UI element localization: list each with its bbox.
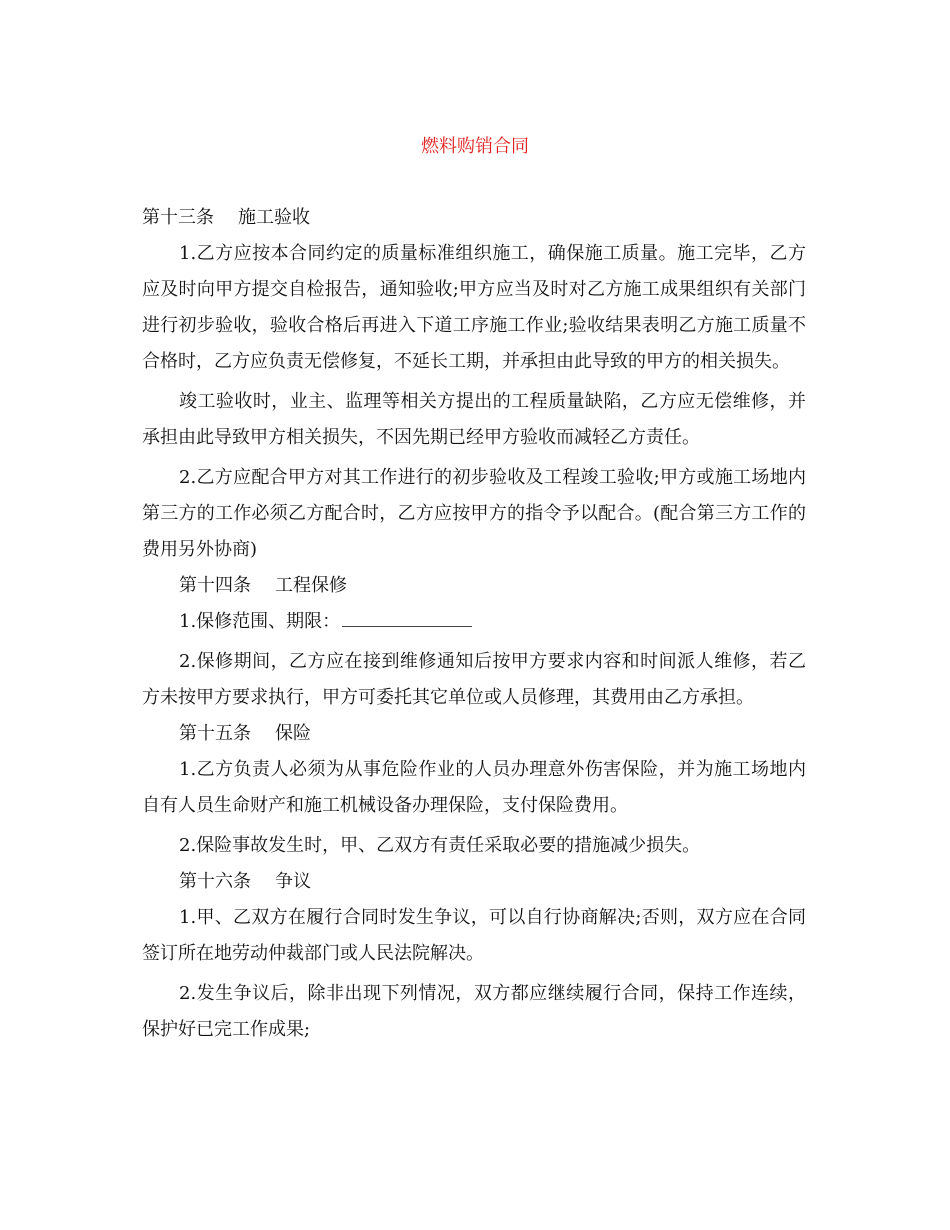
article-13-clause-2: 2.乙方应配合甲方对其工作进行的初步验收及工程竣工验收;甲方或施工场地内第三方的工作必须乙方配合时，乙方应按甲方的指令予以配合。(配合第三方工作的费用另外协商) (142, 467, 806, 560)
document-body (142, 200, 806, 1048)
article-15-heading (142, 716, 806, 752)
article-13-clause-1: 1.乙方应按本合同约定的质量标准组织施工，确保施工质量。施工完毕，乙方应及时向甲方提交自检报告，通知验收;甲方应当及时对乙方施工成果组织有关部门进行初步验收，验收合格后再进入下道工序施工作业;验收结果表明乙方施工质量不合格时，乙方应负责无偿修复，不延长工期，并承担由此导致的甲方的相关损失。 (142, 243, 806, 372)
article-16-heading (142, 864, 806, 900)
article-14-clause-1-text: 1.保修范围、期限： (179, 611, 341, 632)
article-15-name: 保险 (275, 723, 311, 744)
article-16-clause-2: 2.发生争议后，除非出现下列情况，双方都应继续履行合同，保持工作连续，保护好已完工作成果; (142, 983, 806, 1040)
article-14-name: 工程保修 (275, 575, 347, 596)
article-14-number: 第十四条 (179, 575, 251, 596)
article-13-paragraph-2: 竣工验收时，业主、监理等相关方提出的工程质量缺陷，乙方应无偿维修，并承担由此导致甲方相关损失，不因先期已经甲方验收而减轻乙方责任。 (142, 391, 806, 448)
article-13-number: 第十三条 (142, 207, 214, 228)
article-15-clause-2: 2.保险事故发生时，甲、乙双方有责任采取必要的措施减少损失。 (179, 835, 701, 856)
article-15-clause-1: 1.乙方负责人必须为从事危险作业的人员办理意外伤害保险，并为施工场地内自有人员生命财产和施工机械设备办理保险，支付保险费用。 (142, 759, 806, 816)
article-16-name: 争议 (275, 871, 311, 892)
article-14-clause-2: 2.保修期间，乙方应在接到维修通知后按甲方要求内容和时间派人维修，若乙方未按甲方要求执行，甲方可委托其它单位或人员修理，其费用由乙方承担。 (142, 651, 806, 708)
article-13-name: 施工验收 (238, 207, 310, 228)
article-14-heading (142, 568, 806, 604)
article-16-number: 第十六条 (179, 871, 251, 892)
article-14-clause-1 (142, 604, 806, 640)
article-16-clause-1: 1.甲、乙双方在履行合同时发生争议，可以自行协商解决;否则，双方应在合同签订所在地劳动仲裁部门或人民法院解决。 (142, 907, 806, 964)
fill-in-blank-line[interactable] (342, 612, 472, 627)
article-13-heading (142, 200, 806, 236)
document-title: 燃料购销合同 (421, 136, 529, 157)
article-15-number: 第十五条 (179, 723, 251, 744)
